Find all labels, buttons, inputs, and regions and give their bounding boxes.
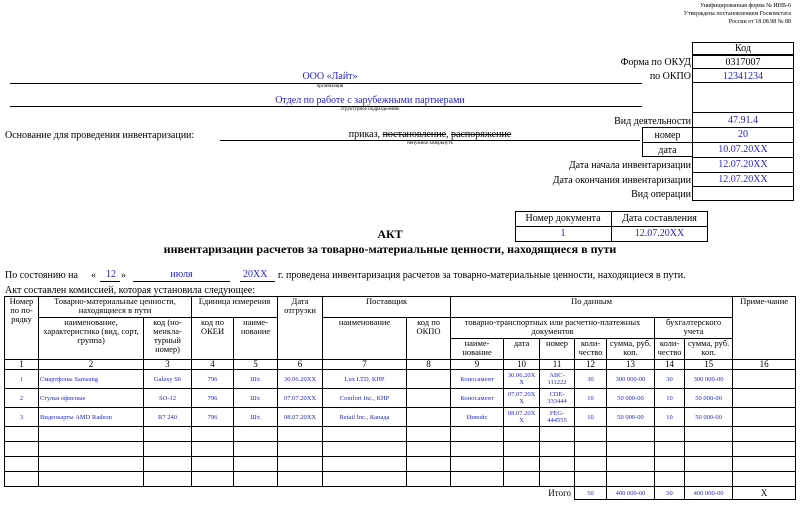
division-name: Отдел по работе с зарубежными партнерами bbox=[275, 95, 465, 106]
cell-a-sum: 50 000-00 bbox=[685, 389, 733, 408]
cell-note bbox=[733, 370, 796, 389]
cell-a-qty: 10 bbox=[655, 408, 685, 427]
table-row bbox=[5, 370, 796, 389]
cell-date: 07.07.20XX bbox=[278, 389, 323, 408]
cell-okei: 796 bbox=[192, 370, 234, 389]
h-t-num: номер bbox=[540, 339, 575, 360]
cell-name: Стулья офисные bbox=[39, 389, 144, 408]
cell-date: 08.07.20XX bbox=[278, 408, 323, 427]
h-unit-okei: код по ОКЕИ bbox=[192, 318, 234, 360]
cell-sum: 50 000-00 bbox=[607, 389, 655, 408]
cell-okpo bbox=[407, 408, 451, 427]
col-num: 7 bbox=[323, 360, 407, 370]
basis-sep: , bbox=[446, 129, 452, 140]
start-value: 12.07.20XX bbox=[718, 159, 768, 170]
total-a-qty: 50 bbox=[655, 487, 685, 500]
start-label: Дата начала инвентаризации bbox=[568, 160, 691, 171]
okpo-value: 12341234 bbox=[723, 71, 763, 82]
cell-n: 3 bbox=[5, 408, 39, 427]
form-note-line1: Унифицированная форма № ИНВ-6 bbox=[699, 3, 791, 9]
cell-doc-num: FEG-444555 bbox=[540, 408, 575, 427]
division-caption: структурное подразделение bbox=[340, 107, 400, 112]
end-value: 12.07.20XX bbox=[718, 174, 768, 185]
cell-okpo bbox=[407, 370, 451, 389]
cell-code: SO-12 bbox=[144, 389, 192, 408]
operation-label: Вид операции bbox=[631, 189, 691, 200]
commission-text: Акт составлен комиссией, которая установила следующее: bbox=[5, 285, 255, 296]
statement-day: 12 bbox=[106, 269, 116, 280]
statement-open-quote: « bbox=[91, 270, 96, 281]
cell-doc-date: 08.07.20X X bbox=[504, 408, 540, 427]
cell-okei: 796 bbox=[192, 408, 234, 427]
col-num: 9 bbox=[451, 360, 504, 370]
col-num: 11 bbox=[540, 360, 575, 370]
cell-name: Смартфоны Samsung bbox=[39, 370, 144, 389]
okud-value: 0317007 bbox=[725, 57, 761, 68]
col-num: 14 bbox=[655, 360, 685, 370]
h-t-date: дата bbox=[504, 339, 540, 360]
act-subtitle: инвентаризации расчетов за товарно-материальные ценности, находящиеся в пути bbox=[163, 242, 617, 256]
okud-label: Форма по ОКУД bbox=[620, 57, 691, 68]
cell-supplier: Lux LTD, КНР bbox=[323, 370, 407, 389]
column-numbers-row bbox=[5, 360, 796, 370]
total-row bbox=[5, 487, 796, 500]
statement-suffix: г. проведена инвентаризация расчетов за товарно-материальные ценности, находящиеся в пути. bbox=[278, 270, 686, 281]
cell-sum: 300 000-00 bbox=[607, 370, 655, 389]
inventory-table bbox=[4, 296, 796, 500]
h-supplier: Поставщик bbox=[323, 297, 451, 318]
cell-doc: Коносамент bbox=[451, 389, 504, 408]
cell-doc: Коносамент bbox=[451, 370, 504, 389]
h-goods-name: наименование, характеристика (вид, сорт, группа) bbox=[39, 318, 144, 360]
activity-value: 47.91.4 bbox=[728, 115, 758, 126]
cell-okpo bbox=[407, 389, 451, 408]
h-t-sum: сумма, руб. коп. bbox=[607, 339, 655, 360]
okpo-label: по ОКПО bbox=[649, 71, 691, 82]
number-value: 20 bbox=[738, 129, 748, 140]
cell-supplier: Retail Inc., Канада bbox=[323, 408, 407, 427]
col-num: 15 bbox=[685, 360, 733, 370]
total-a-sum: 400 000-00 bbox=[685, 487, 733, 500]
form-note-line2: Утверждена постановлением Госкомстата bbox=[683, 11, 791, 17]
form-note-line3: России от 18.08.98 № 88 bbox=[728, 19, 791, 25]
date-label: дата bbox=[658, 145, 677, 156]
h-note: Приме-чание bbox=[733, 297, 796, 360]
doc-date-header: Дата составления bbox=[622, 213, 697, 224]
basis-value bbox=[220, 129, 640, 140]
h-a-sum: сумма, руб. коп. bbox=[685, 339, 733, 360]
act-title: АКТ bbox=[377, 227, 403, 241]
col-num: 6 bbox=[278, 360, 323, 370]
total-label: Итого bbox=[548, 487, 572, 498]
total-note: Х bbox=[733, 487, 796, 500]
cell-okei: 796 bbox=[192, 389, 234, 408]
cell-a-sum: 300 000-00 bbox=[685, 370, 733, 389]
cell-unit: Шт. bbox=[234, 408, 278, 427]
col-num: 12 bbox=[575, 360, 607, 370]
h-supplier-okpo: код по ОКПО bbox=[407, 318, 451, 360]
cell-doc-num: CDE-333444 bbox=[540, 389, 575, 408]
col-num: 3 bbox=[144, 360, 192, 370]
doc-date-value: 12.07.20XX bbox=[634, 228, 685, 239]
h-unit-name: наиме-нование bbox=[234, 318, 278, 360]
cell-doc-num: ABC-111222 bbox=[540, 370, 575, 389]
cell-qty: 10 bbox=[575, 389, 607, 408]
table-row-empty bbox=[5, 457, 796, 472]
h-unit: Единица измерения bbox=[192, 297, 278, 318]
h-num: Номер по по-рядку bbox=[5, 297, 39, 360]
statement-year: 20XX bbox=[243, 269, 268, 280]
basis-struck1: постановление bbox=[382, 129, 447, 140]
number-label: номер bbox=[654, 130, 681, 141]
cell-qty: 10 bbox=[575, 408, 607, 427]
cell-a-qty: 30 bbox=[655, 370, 685, 389]
statement-prefix: По состоянию на bbox=[5, 270, 78, 281]
basis-caption: ненужное зачеркнуть bbox=[407, 141, 453, 146]
basis-part1: приказ, bbox=[348, 129, 383, 140]
table-row-empty bbox=[5, 472, 796, 487]
cell-unit: Шт. bbox=[234, 370, 278, 389]
table-header-row-2 bbox=[5, 318, 796, 339]
cell-note bbox=[733, 408, 796, 427]
basis-struck2: распоряжение bbox=[451, 129, 512, 140]
statement-month: июля bbox=[170, 269, 193, 280]
col-num: 13 bbox=[607, 360, 655, 370]
col-num: 4 bbox=[192, 360, 234, 370]
cell-a-sum: 50 000-00 bbox=[685, 408, 733, 427]
statement-close-quote: » bbox=[121, 270, 126, 281]
org-name: ООО «Лайт» bbox=[302, 71, 358, 82]
cell-doc-date: 30.06.20X X bbox=[504, 370, 540, 389]
col-num: 10 bbox=[504, 360, 540, 370]
end-label: Дата окончания инвентаризации bbox=[552, 175, 691, 186]
cell-sum: 50 000-00 bbox=[607, 408, 655, 427]
cell-doc: Инвойс bbox=[451, 408, 504, 427]
form-note bbox=[684, 2, 791, 26]
col-num: 2 bbox=[39, 360, 144, 370]
basis-label: Основание для проведения инвентаризации: bbox=[5, 130, 195, 141]
date-value: 10.07.20XX bbox=[718, 144, 768, 155]
cell-date: 30.06.20XX bbox=[278, 370, 323, 389]
cell-n: 2 bbox=[5, 389, 39, 408]
code-title: Код bbox=[735, 43, 751, 54]
table-row bbox=[5, 408, 796, 427]
h-transport: товарно-транспортных или расчетно-платежных документов bbox=[451, 318, 655, 339]
cell-name: Видеокарты AMD Radeon bbox=[39, 408, 144, 427]
h-goods: Товарно-материальные ценности, находящиеся в пути bbox=[39, 297, 192, 318]
activity-label: Вид деятельности bbox=[614, 116, 691, 127]
col-num: 5 bbox=[234, 360, 278, 370]
cell-doc-date: 07.07.20X X bbox=[504, 389, 540, 408]
cell-unit: Шт. bbox=[234, 389, 278, 408]
h-goods-code: код (но-менкла-турный номер) bbox=[144, 318, 192, 360]
org-caption: организация bbox=[316, 84, 344, 89]
h-t-qty: коли-чество bbox=[575, 339, 607, 360]
cell-note bbox=[733, 389, 796, 408]
doc-num-value: 1 bbox=[560, 228, 566, 239]
h-acc: бухгалтерского учета bbox=[655, 318, 733, 339]
col-num: 8 bbox=[407, 360, 451, 370]
cell-supplier: Comfort Inc., КНР bbox=[323, 389, 407, 408]
total-sum: 400 000-00 bbox=[607, 487, 655, 500]
doc-num-header: Номер документа bbox=[525, 213, 601, 224]
cell-qty: 30 bbox=[575, 370, 607, 389]
cell-n: 1 bbox=[5, 370, 39, 389]
col-num: 1 bbox=[5, 360, 39, 370]
cell-code: R7 240 bbox=[144, 408, 192, 427]
table-row-empty bbox=[5, 442, 796, 457]
table-row-empty bbox=[5, 427, 796, 442]
total-qty: 50 bbox=[575, 487, 607, 500]
table-row bbox=[5, 389, 796, 408]
cell-code: Galaxy S6 bbox=[144, 370, 192, 389]
h-data: По данным bbox=[451, 297, 733, 318]
code-title-cell bbox=[692, 42, 794, 55]
h-t-name: наиме-нование bbox=[451, 339, 504, 360]
h-supplier-name: наименование bbox=[323, 318, 407, 360]
col-num: 16 bbox=[733, 360, 796, 370]
h-a-qty: коли-чество bbox=[655, 339, 685, 360]
cell-a-qty: 10 bbox=[655, 389, 685, 408]
table-header-row-1 bbox=[5, 297, 796, 318]
h-date: Дата отгрузки bbox=[278, 297, 323, 360]
